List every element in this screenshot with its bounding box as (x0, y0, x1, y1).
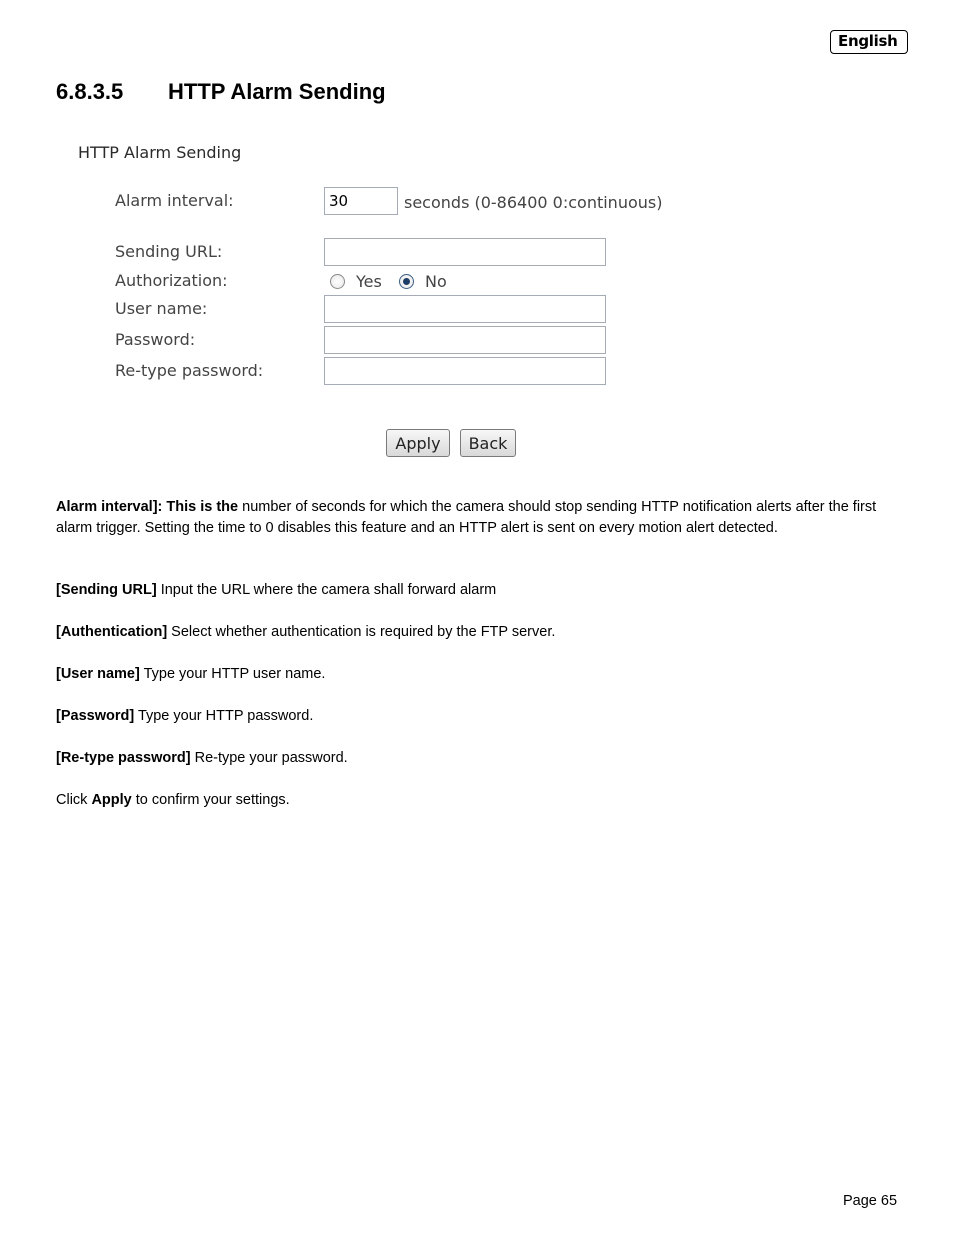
user-name-label: User name: (115, 299, 208, 318)
description-authentication (56, 622, 896, 643)
description-text: Type your HTTP user name. (139, 666, 326, 682)
description-term: [Authentication] (56, 624, 168, 640)
password-label: Password: (115, 330, 196, 349)
language-badge: English (830, 30, 908, 54)
description-text: Re-type your password. (190, 750, 348, 766)
description-term: [Password] (56, 708, 135, 724)
form-title: HTTP Alarm Sending (78, 143, 242, 162)
closing-suffix: to confirm your settings. (131, 792, 290, 808)
section-title: HTTP Alarm Sending (168, 79, 386, 104)
description-text: Select whether authentication is required by the FTP server. (167, 624, 556, 640)
description-text: Input the URL where the camera shall forward alarm (156, 582, 497, 598)
description-term: [Sending URL] (56, 582, 157, 598)
description-text: number of seconds for which the camera should stop sending HTTP notification alerts after the first alarm trigger. Setting the time to 0 disables this feature and an HTTP alert is sent on every motion alert detected. (56, 499, 877, 536)
description-sending-url (56, 580, 896, 601)
sending-url-label: Sending URL: (115, 242, 223, 261)
description-text: Type your HTTP password. (134, 708, 314, 724)
retype-password-input[interactable] (324, 357, 606, 385)
closing-prefix: Click (56, 792, 92, 808)
description-term: Alarm interval]: This is the (56, 499, 239, 515)
closing-bold: Apply (91, 792, 132, 808)
authorization-no-radio[interactable] (399, 274, 414, 289)
http-alarm-form (0, 0, 954, 470)
page-number: Page 65 (843, 1193, 898, 1209)
description-user-name (56, 664, 896, 685)
authorization-label: Authorization: (115, 271, 228, 290)
sending-url-input[interactable] (324, 238, 606, 266)
description-alarm-interval (56, 497, 896, 539)
alarm-interval-input[interactable] (324, 187, 398, 215)
description-retype-password (56, 748, 896, 769)
authorization-no-label: No (425, 272, 447, 291)
apply-button[interactable]: Apply (386, 429, 450, 457)
description-term: [User name] (56, 666, 140, 682)
user-name-input[interactable] (324, 295, 606, 323)
authorization-yes-radio[interactable] (330, 274, 345, 289)
description-password (56, 706, 896, 727)
back-button[interactable]: Back (460, 429, 516, 457)
authorization-yes-label: Yes (356, 272, 382, 291)
description-term: [Re-type password] (56, 750, 191, 766)
alarm-interval-hint: seconds (0-86400 0:continuous) (404, 193, 663, 212)
retype-password-label: Re-type password: (115, 361, 264, 380)
section-number: 6.8.3.5 (56, 79, 124, 104)
alarm-interval-label: Alarm interval: (115, 191, 234, 210)
closing-instruction (56, 790, 896, 811)
password-input[interactable] (324, 326, 606, 354)
